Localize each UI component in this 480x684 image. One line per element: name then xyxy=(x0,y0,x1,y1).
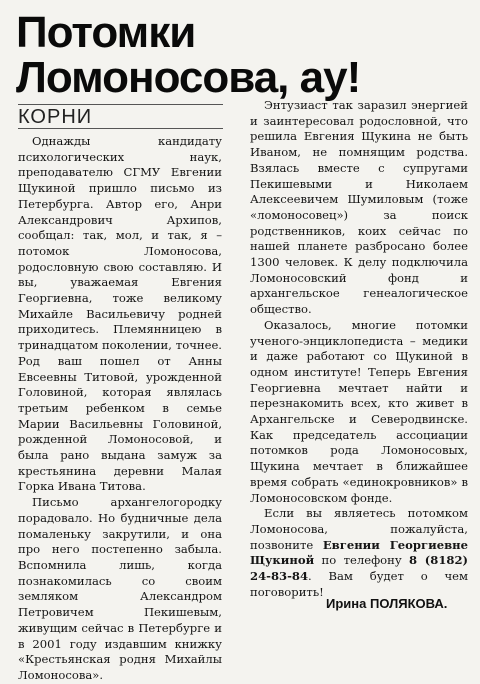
paragraph: Оказалось, многие потомки ученого-энциклопедиста – медики и даже работают со Щукиной в одном институте! Теперь Евгения Георгиевна мечтает найти и перезнакомить всех, кто живет в Архангельске и Северодвинске. Как председатель ассоциации потомков рода Ломоносовых, Щукина мечтает в ближайшее время собрать «единокровников» в Ломоносовском фонде. xyxy=(250,317,468,505)
author-signature: Ирина ПОЛЯКОВА. xyxy=(326,596,448,611)
paragraph: Энтузиаст так заразил энергией и заинтересовал родословной, что решила Евгения Щукина не быть Иваном, не помнящим родства. Взялась вместе с супругами Пекишевыми и Николаем Алексеевичем Шумиловым (тоже «ломоносовец») за поиск родственников, коих сейчас по нашей планете разбросано более 1300 человек. К делу подключила Ломоносовский фонд и архангельское генеалогическое общество. xyxy=(250,98,468,317)
headline-line-2: Ломоносова, ау! xyxy=(16,53,361,102)
contact-paragraph xyxy=(250,506,468,600)
paragraph: Однажды кандидату психологических наук, преподавателю СГМУ Евгении Щукиной пришло письмо из Петербурга. Автор его, Анри Александрович Архипов, сообщал: так, мол, и так, я – потомок Ломоносова, родословную свою составляю. И вы, уважаемая Евгения Георгиевна, тоже великому Михайле Васильевичу родней приходитесь. Племянницею в тринадцатом поколении, точнее. Род ваш пошел от Анны Евсеевны Титовой, урожденной Головиной, которая являлась третьим ребенком в семье Марии Васильевны Головиной, рожденной Ломоносовой, и была рано выдана замуж за крестьянина деревни Малая Горка Ивана Титова. xyxy=(18,134,222,494)
contact-text: . Вам будет о чем поговорить! xyxy=(250,569,468,599)
contact-text: Если вы являетесь потомком Ломоносова, пожалуйста, позвоните xyxy=(250,506,468,552)
contact-phone: 8 (8182) 24-83-84 xyxy=(250,553,469,584)
article-headline xyxy=(16,10,476,100)
left-column xyxy=(18,134,222,684)
contact-name: Евгении Георгиевне Щукиной xyxy=(250,537,469,568)
headline-line-1: Потомки xyxy=(16,8,196,57)
section-rubric: КОРНИ xyxy=(18,104,223,129)
right-column xyxy=(250,98,468,601)
contact-text: по телефону xyxy=(314,553,410,568)
paragraph: Письмо архангелогородку порадовало. Но будничные дела помаленьку закрутили, и она про него постепенно забыла. Вспомнила лишь, когда познакомилась со своим земляком Александром Петровичем Пекишевым, живущим сейчас в Петербурге и в 2001 году издавшим книжку «Крестьянская родня Михайлы Ломоносова». xyxy=(18,495,222,682)
